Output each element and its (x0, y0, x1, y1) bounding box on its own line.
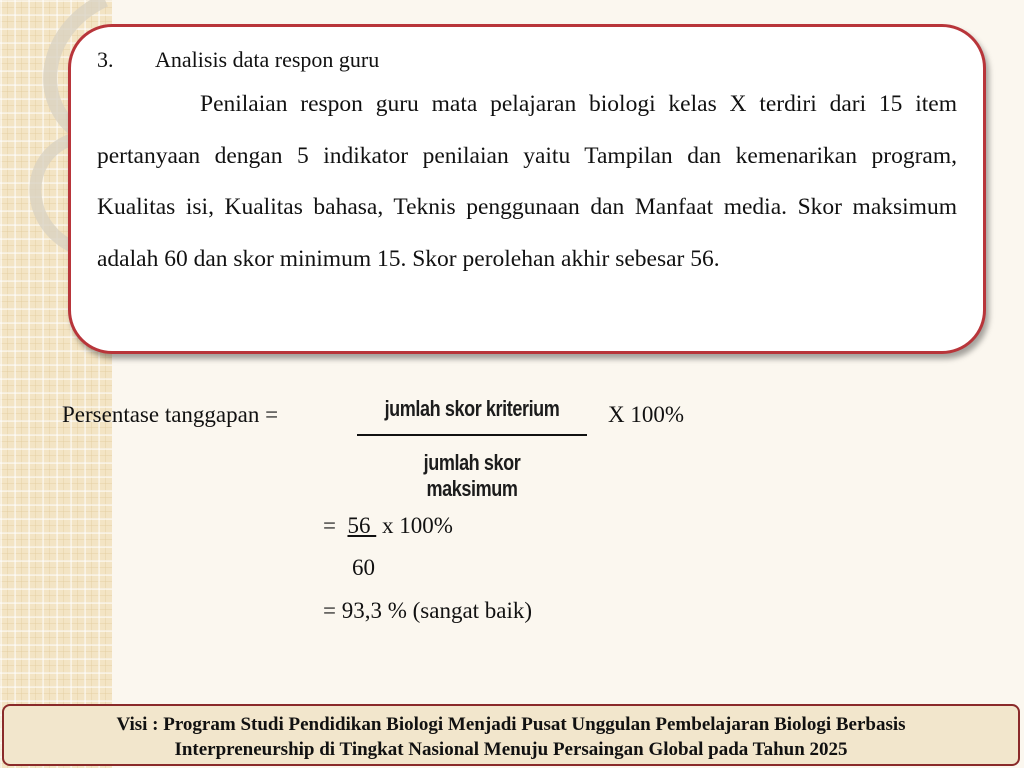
fraction-numerator: jumlah skor kriterium (384, 396, 560, 421)
calc-equals: = (323, 513, 348, 538)
formula-label: Persentase tanggapan = (62, 402, 279, 427)
fraction-denominator: jumlah skor maksimum (423, 450, 521, 501)
calculation-line-2: 60 (352, 555, 375, 580)
fraction-bar (357, 434, 587, 436)
analysis-paragraph: Penilaian respon guru mata pelajaran biologi kelas X terdiri dari 15 item pertanyaan dengan 5 indikator penilaian yaitu Tampilan dan kemenarikan program, Kualitas isi, Kualitas bahasa, Teknis penggunaan dan Manfaat media. Skor maksimum adalah 60 dan skor minimum 15. Skor perolehan akhir sebesar 56. (97, 91, 957, 272)
footer-line-1: Visi : Program Studi Pendidikan Biologi Menjadi Pusat Unggulan Pembelajaran Biologi Berbasis (116, 714, 906, 735)
heading-text: Analisis data respon guru (155, 47, 380, 72)
footer-line-2: Interpreneurship di Tingkat Nasional Menuju Persaingan Global pada Tahun 2025 (174, 739, 848, 760)
calc-multiplier: x 100% (376, 513, 453, 538)
formula-fraction (357, 396, 587, 501)
formula-multiplier: X 100% (608, 402, 685, 427)
calculation-line-1 (323, 513, 453, 539)
calculation-result: = 93,3 % (sangat baik) (323, 598, 533, 623)
content-card (68, 24, 986, 354)
section-heading (97, 47, 957, 73)
footer-vision (2, 704, 1020, 766)
calc-numerator: 56 (347, 513, 377, 538)
heading-number: 3. (97, 47, 114, 72)
